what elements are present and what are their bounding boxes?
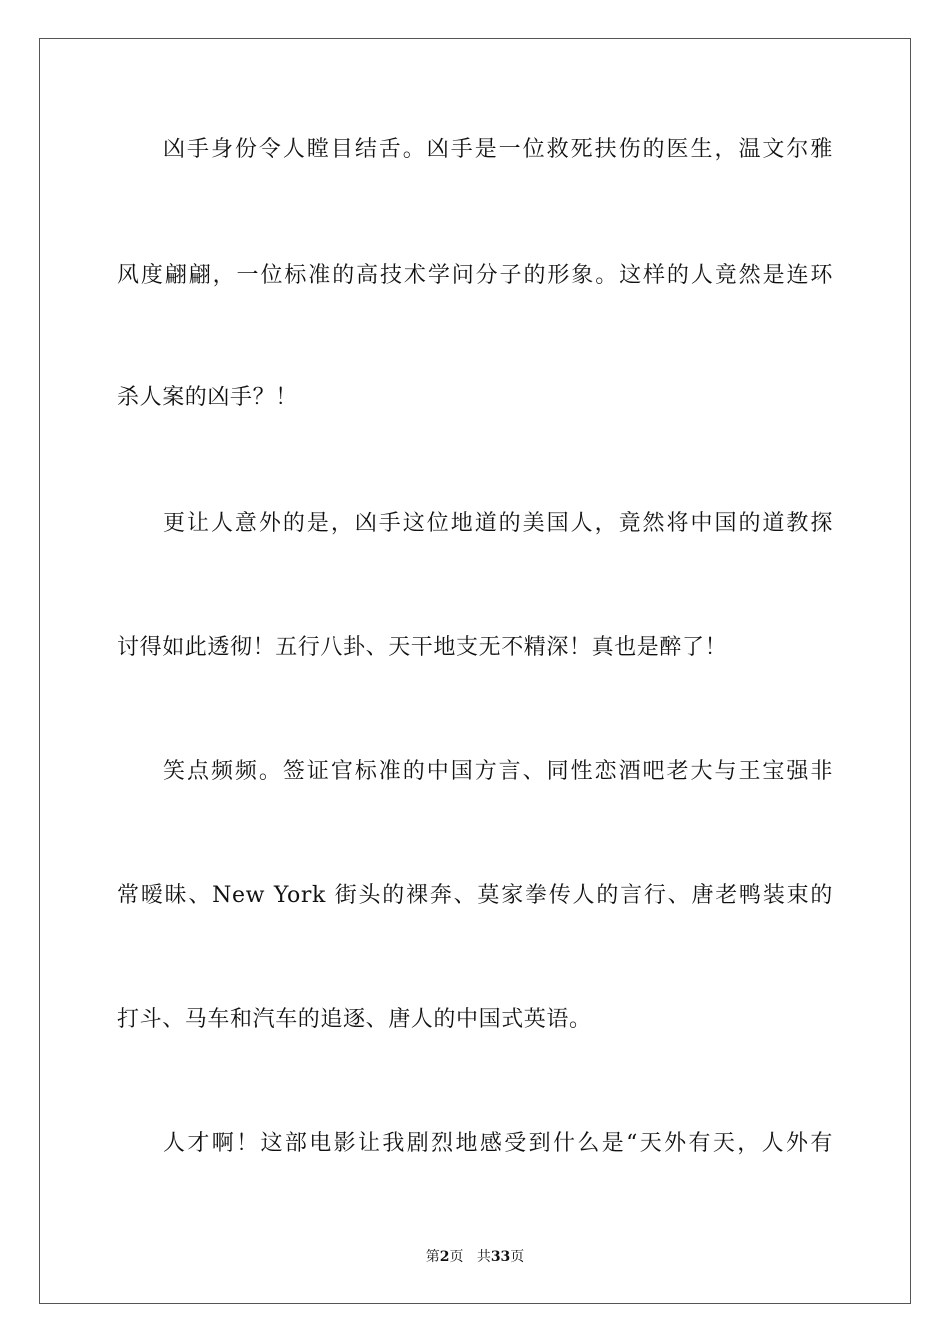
paragraph-4-line-1: 人才啊！这部电影让我剧烈地感受到什么是“天外有天，人外有 — [163, 1131, 833, 1156]
paragraph-1-line-3: 杀人案的凶手？！ — [117, 385, 298, 410]
total-pages: 33 — [490, 1249, 511, 1265]
paragraph-1-line-2: 风度翩翩，一位标准的高技术学问分子的形象。这样的人竟然是连环 — [117, 263, 833, 288]
total-prefix: 共 — [476, 1249, 491, 1265]
paragraph-1-line-1: 凶手身份令人瞠目结舌。凶手是一位救死扶伤的医生，温文尔雅 — [163, 137, 833, 162]
paragraph-3-line-3: 打斗、马车和汽车的追逐、唐人的中国式英语。 — [117, 1007, 592, 1032]
paragraph-2-line-2: 讨得如此透彻！五行八卦、天干地支无不精深！真也是醉了！ — [117, 635, 728, 660]
page-prefix: 第 — [425, 1249, 440, 1265]
total-suffix: 页 — [510, 1249, 525, 1265]
page-number: 2 — [439, 1249, 450, 1265]
paragraph-2-line-1: 更让人意外的是，凶手这位地道的美国人，竟然将中国的道教探 — [163, 511, 833, 536]
paragraph-3-line-2: 常暧昧、New York 街头的裸奔、莫家拳传人的言行、唐老鸭装束的 — [117, 883, 833, 908]
page-border — [39, 38, 911, 1304]
paragraph-3-line-1: 笑点频频。签证官标准的中国方言、同性恋酒吧老大与王宝强非 — [163, 759, 833, 784]
page-suffix: 页 — [449, 1249, 464, 1265]
page-footer — [0, 1247, 950, 1267]
